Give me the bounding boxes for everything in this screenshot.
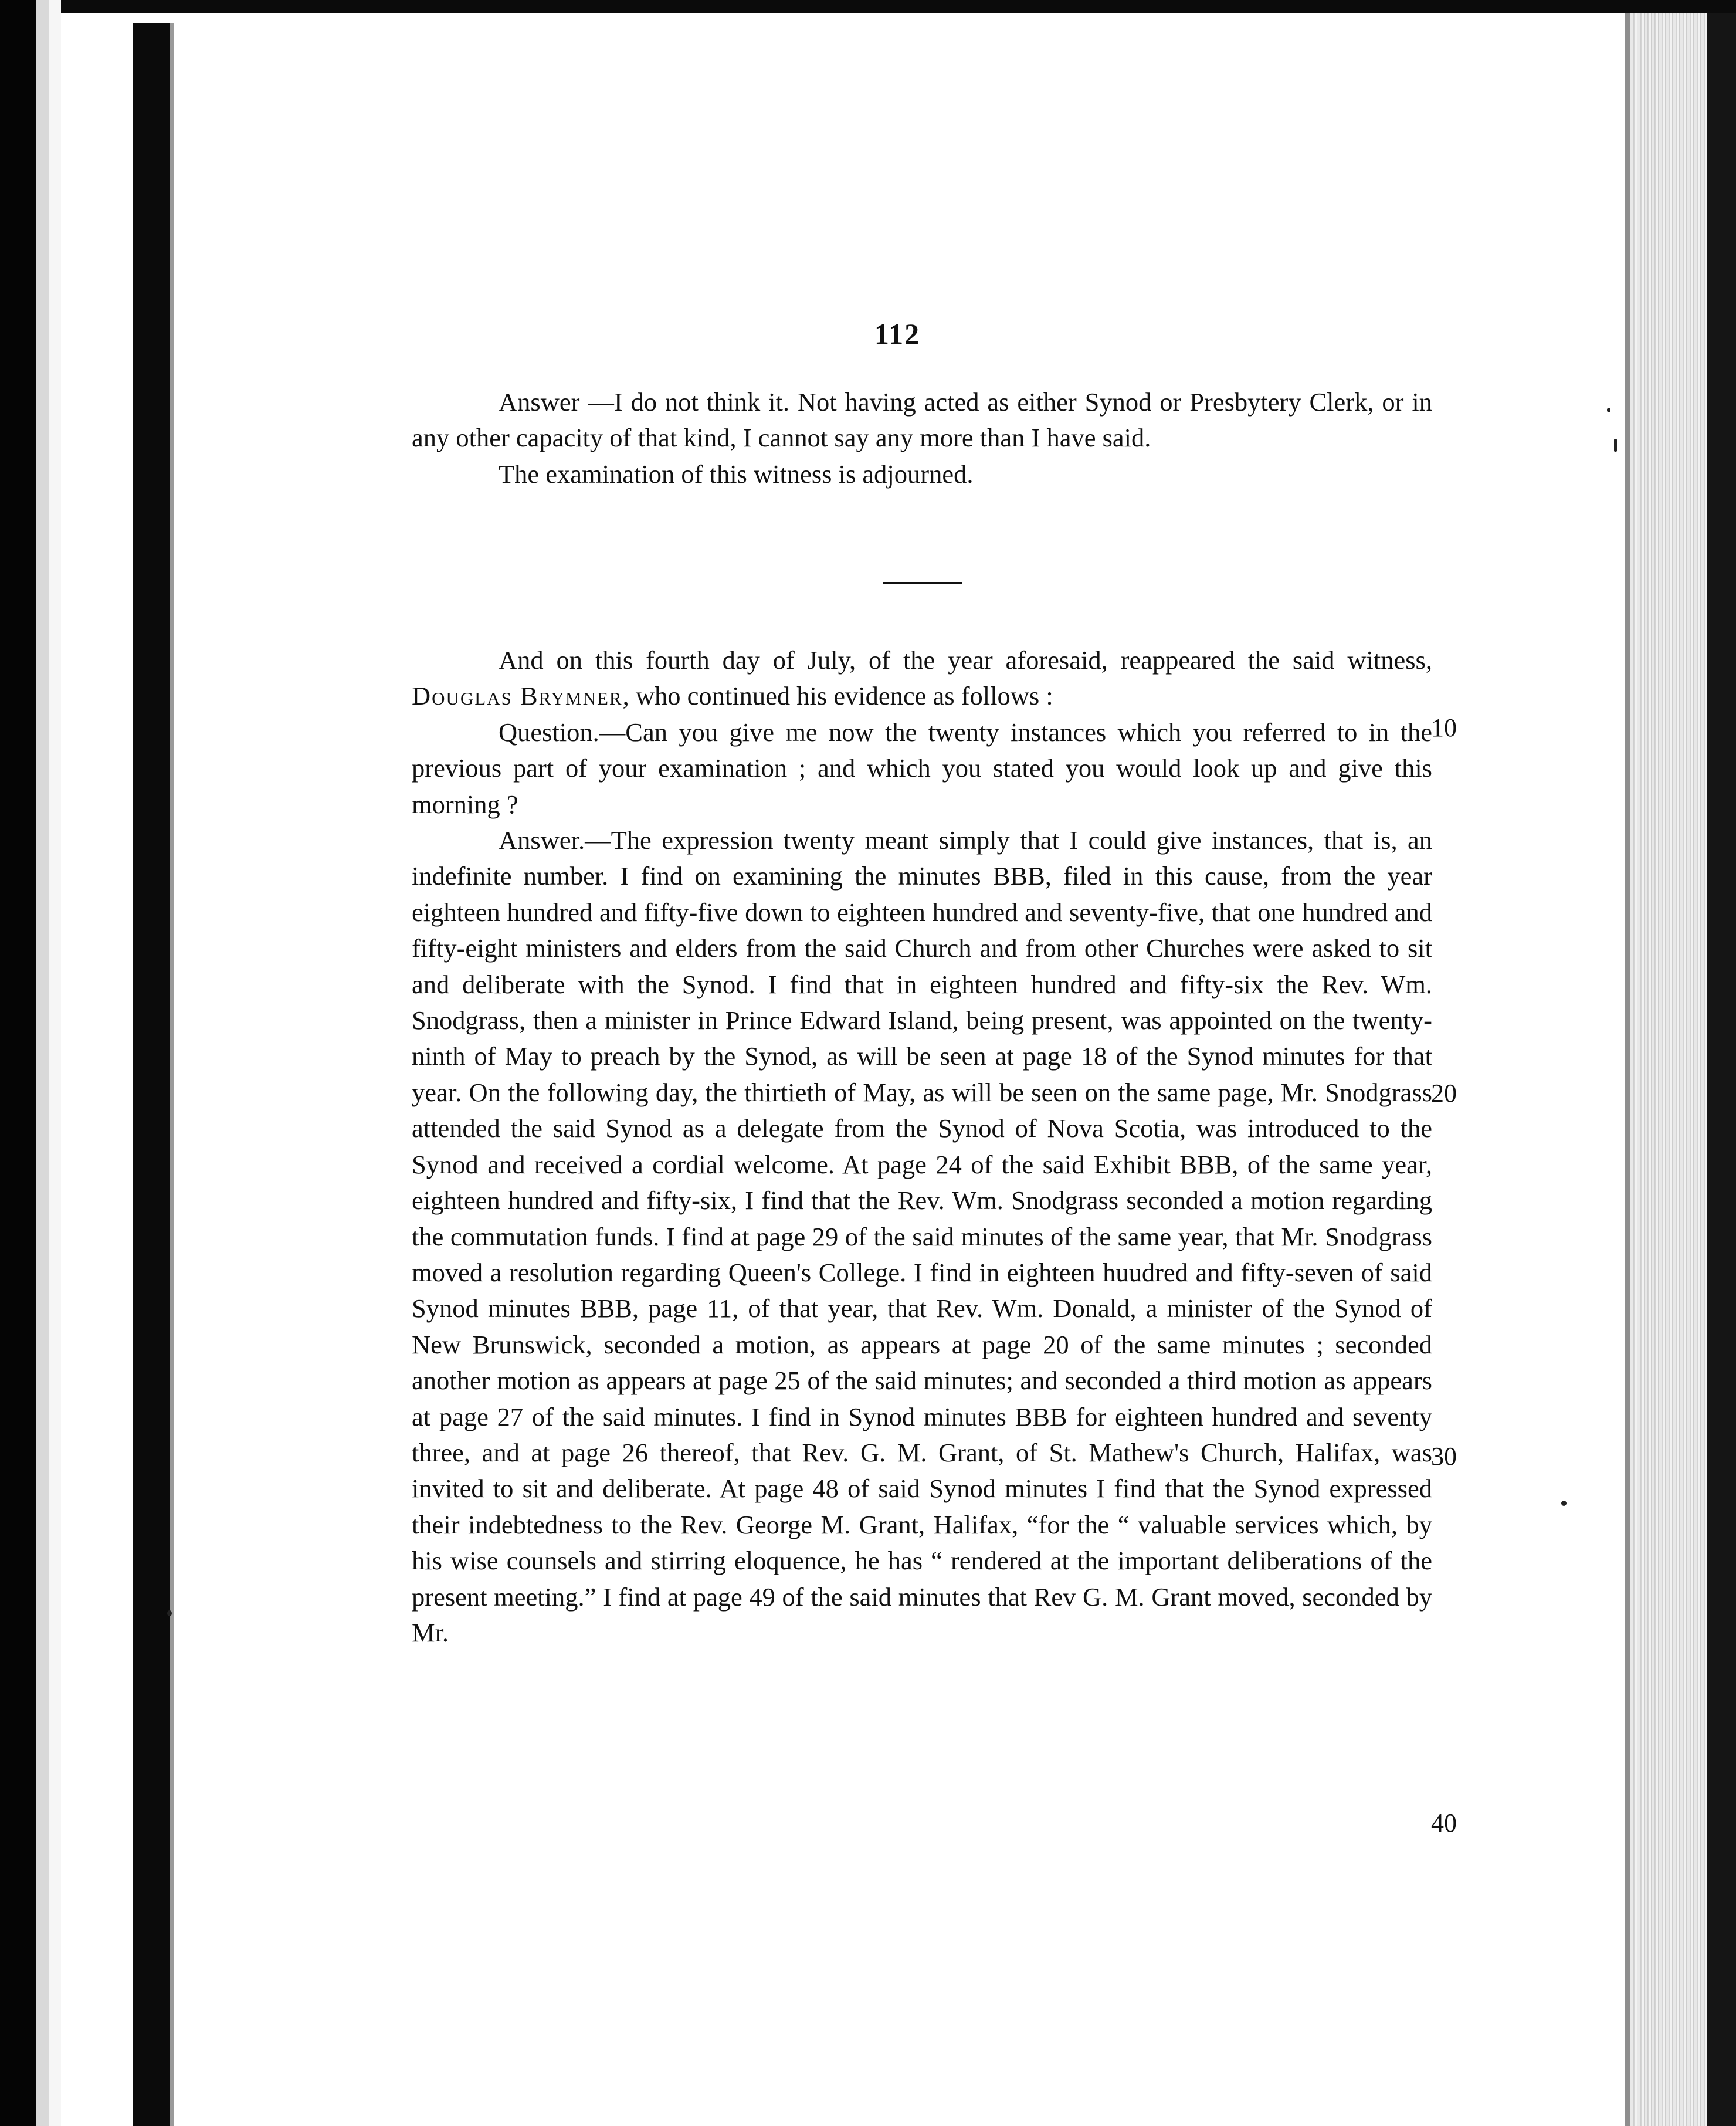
page-number: 112 <box>874 317 921 350</box>
adjournment-paragraph: The examination of this witness is adjourned. <box>499 459 974 489</box>
testimony-block <box>412 642 1432 1651</box>
stacked-page-edges <box>1630 13 1707 2126</box>
scan-left-border <box>0 0 36 2126</box>
scan-right-border <box>1707 13 1736 2126</box>
answer-paragraph: Answer —I do not think it. Not having acted as either Synod or Presbytery Clerk, or in any other capacity of that kind, I cannot say any more than I have said. <box>412 387 1432 453</box>
scan-left-margin-light <box>49 0 61 2126</box>
scan-speck <box>167 1610 172 1616</box>
line-number-10: 10 <box>1431 713 1457 742</box>
witness-name: Douglas Brymner <box>412 681 623 711</box>
scan-top-border <box>0 0 1736 13</box>
scan-speck <box>1561 1501 1567 1506</box>
line-number-20: 20 <box>1431 1079 1457 1108</box>
answer-continuation-block <box>412 384 1432 492</box>
scan-speck <box>1607 408 1610 412</box>
line-number-40: 40 <box>1431 1809 1457 1837</box>
resumption-text-end: , who continued his evidence as follows : <box>622 681 1053 711</box>
book-gutter <box>133 23 170 2126</box>
scan-speck <box>1614 439 1617 452</box>
line-number-30: 30 <box>1431 1442 1457 1471</box>
resumption-paragraph <box>412 642 1432 715</box>
question-paragraph: Question.—Can you give me now the twenty instances which you referred to in the previous part of your examination ; and which you stated you would look up and give this morning ? <box>412 717 1432 819</box>
section-divider <box>883 582 962 584</box>
answer-paragraph-long: Answer.—The expression twenty meant simply that I could give instances, that is, an indefinite number. I find on examining the minutes BBB, filed in this cause, from the year eighteen hundred and fifty-five down to eighteen hundred and seventy-five, that one hundred and fifty-eight ministers and elders from the said Church and from other Churches were asked to sit and deliberate with the Synod. I find that in eighteen hundred and fifty-six the Rev. Wm. Snodgrass, then a minister in Prince Edward Island, being present, was appointed on the twenty-ninth of May to preach by the Synod, as will be seen at page 18 of the Synod minutes for that year. On the following day, the thirtieth of May, as will be seen on the same page, Mr. Snodgrass attended the said Synod as a delegate from the Synod of Nova Scotia, was introduced to the Synod and received a cordial welcome. At page 24 of the said Exhibit BBB, of the same year, eighteen hundred and fifty-six, I find that the Rev. Wm. Snodgrass seconded a motion regarding the commutation funds. I find at page 29 of the said minutes of the same year, that Mr. Snodgrass moved a resolution regarding Queen's College. I find in eighteen huudred and fifty-seven of said Synod minutes BBB, page 11, of that year, that Rev. Wm. Donald, a minister of the Synod of New Brunswick, seconded a motion, as appears at page 20 of the same minutes ; seconded another motion as appears at page 25 of the said minutes; and seconded a third motion as appears at page 27 of the said minutes. I find in Synod minutes BBB for eighteen hundred and seventy three, and at page 26 thereof, that Rev. G. M. Grant, of St. Mathew's Church, Halifax, was invited to sit and deliberate. At page 48 of said Synod minutes I find that the Synod expressed their indebtedness to the Rev. George M. Grant, Halifax, “for the “ valuable services which, by his wise counsels and stirring eloquence, he has “ rendered at the important deliberations of the present meeting.” I find at page 49 of the said minutes that Rev G. M. Grant moved, seconded by Mr. <box>412 825 1432 1647</box>
resumption-text: And on this fourth day of July, of the year aforesaid, reappeared the said witness, <box>499 645 1432 675</box>
scan-left-margin <box>36 0 49 2126</box>
